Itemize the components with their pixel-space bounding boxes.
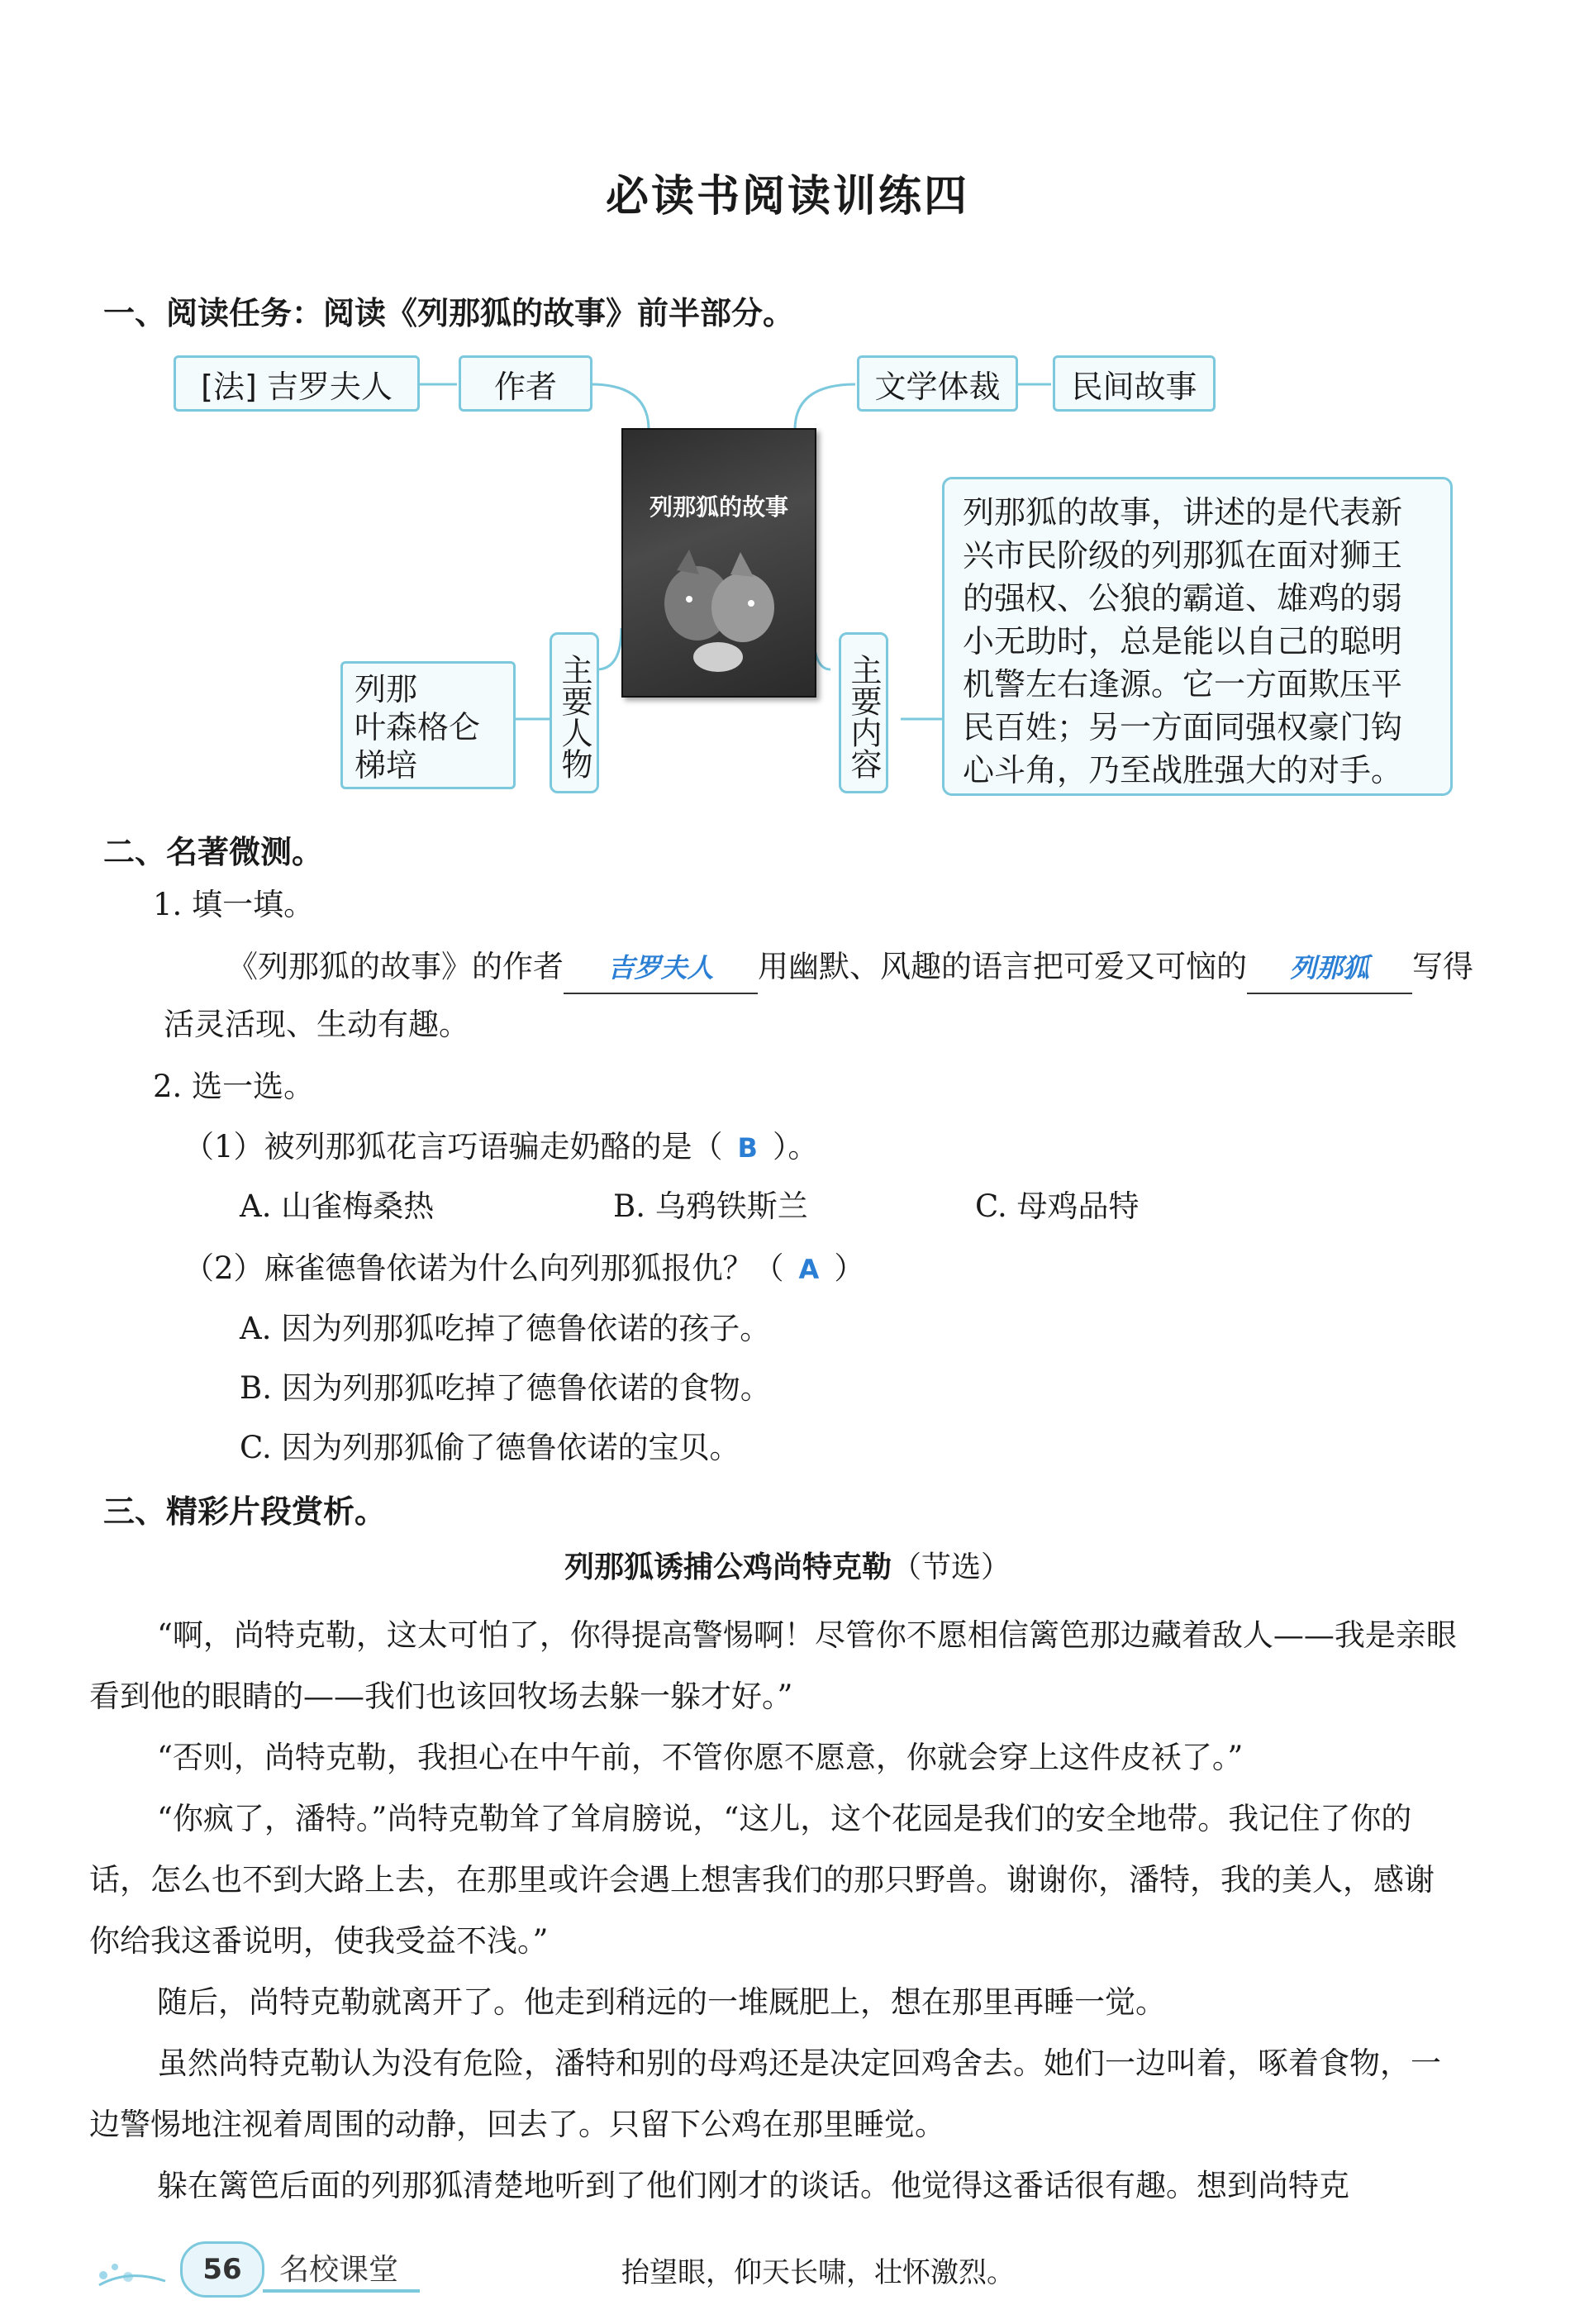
author-label: 作者 <box>493 368 557 405</box>
genre-value: 民间故事 <box>1071 368 1197 405</box>
q2-1-answer: B <box>737 1132 758 1164</box>
characters-label: 主要人物 <box>556 653 592 779</box>
q2-1-option-b: B. 乌鸦铁斯兰 <box>613 1188 808 1224</box>
question-1-label: 1. 填一填。 <box>153 887 315 922</box>
passage-paragraph: 随后，尚特克勒就离开了。他走到稍远的一堆厩肥上，想在那里再睡一觉。 <box>157 1984 1166 2020</box>
q2-2-option-b: B. 因为列那狐吃掉了德鲁依诺的食物。 <box>240 1370 771 1406</box>
page-title: 必读书阅读训练四 <box>605 171 969 221</box>
genre-label: 文学体裁 <box>874 368 1001 405</box>
characters-label-box <box>550 632 599 793</box>
author-value-box <box>174 355 420 412</box>
q2-2-stem-b: ） <box>834 1250 865 1286</box>
q1-text-a: 《列那狐的故事》的作者 <box>227 949 564 984</box>
question-2-1-stem <box>183 1122 818 1173</box>
q2-1-option-a: A. 山雀梅桑热 <box>240 1188 435 1224</box>
q1-blank-2[interactable] <box>1247 942 1412 994</box>
page-number: 56 <box>180 2241 264 2298</box>
section-1-heading: 一、阅读任务：阅读《列那狐的故事》前半部分。 <box>103 295 795 331</box>
q2-1-option-c: C. 母鸡品特 <box>975 1188 1140 1224</box>
content-label: 主要内容 <box>845 653 882 779</box>
author-label-box <box>459 355 592 412</box>
q2-2-stem-a: （2）麻雀德鲁依诺为什么向列那狐报仇？（ <box>183 1250 784 1286</box>
q1-answer-2: 列那狐 <box>1289 952 1369 983</box>
passage-paragraph: 虽然尚特克勒认为没有危险，潘特和别的母鸡还是决定回鸡舍去。她们一边叫着，啄着食物，一边警惕地注视着周围的动静，回去了。只留下公鸡在那里睡觉。 <box>89 2045 1441 2142</box>
q2-1-stem-a: （1）被列那狐花言巧语骗走奶酪的是（ <box>183 1129 723 1164</box>
characters-box <box>340 661 516 789</box>
content-summary: 列那狐的故事，讲述的是代表新兴市民阶级的列那狐在面对狮王的强权、公狼的霸道、雄鸡的弱小无助时，总是能以自己的聪明机警左右逢源。它一方面欺压平民百姓；另一方面同强权豪门钩心斗角，乃至战胜强大的对手。 <box>963 494 1403 788</box>
q1-text-d: 活灵活现、生动有趣。 <box>164 1007 469 1042</box>
q1-answer-1: 吉罗夫人 <box>607 952 714 983</box>
q2-2-option-c: C. 因为列那狐偷了德鲁依诺的宝贝。 <box>240 1430 740 1465</box>
passage-paragraph: “啊，尚特克勒，这太可怕了，你得提高警惕啊！尽管你不愿相信篱笆那边藏着敌人——我是亲眼看到他的眼睛的——我们也该回牧场去躲一躲才好。” <box>89 1617 1457 1714</box>
genre-label-box <box>857 355 1018 412</box>
content-summary-box <box>942 477 1453 796</box>
character-item: 列那 <box>354 671 418 707</box>
q2-1-stem-b: ）。 <box>772 1129 819 1164</box>
passage-paragraph: “否则，尚特克勒，我担心在中午前，不管你愿不愿意，你就会穿上这件皮袄了。” <box>157 1740 1244 1775</box>
passage-paragraph: “你疯了，潘特。”尚特克勒耸了耸肩膀说，“这儿，这个花园是我们的安全地带。我记住了你的话，怎么也不到大路上去，在那里或许会遇上想害我们的那只野兽。谢谢你，潘特，我的美人，感谢你给我这番说明，使我受益不浅。” <box>89 1801 1435 1959</box>
character-item: 梯培 <box>354 747 418 783</box>
character-item: 叶森格仑 <box>354 709 481 745</box>
question-2-2-stem <box>183 1244 864 1294</box>
section-2-heading: 二、名著微测。 <box>103 834 324 870</box>
passage-note: （节选） <box>892 1550 1011 1584</box>
q1-blank-1[interactable] <box>564 942 758 994</box>
fox-illustration-icon <box>640 545 797 678</box>
passage-paragraph: 躲在篱笆后面的列那狐清楚地听到了他们刚才的谈话。他觉得这番话很有趣。想到尚特克 <box>157 2168 1349 2203</box>
q1-text-b: 用幽默、风趣的语言把可爱又可恼的 <box>758 949 1247 984</box>
passage-title-line <box>0 1544 1575 1586</box>
q2-2-option-a: A. 因为列那狐吃掉了德鲁依诺的孩子。 <box>240 1311 771 1346</box>
book-cover-image <box>621 428 816 698</box>
content-label-box <box>839 632 888 793</box>
water-splash-icon <box>95 2244 169 2293</box>
question-2-label: 2. 选一选。 <box>153 1069 315 1104</box>
brand-underline <box>263 2289 420 2293</box>
question-1-line <box>227 942 1549 994</box>
q1-text-c: 写得 <box>1412 949 1473 984</box>
q2-2-answer: A <box>798 1254 820 1285</box>
passage-title: 列那狐诱捕公鸡尚特克勒 <box>564 1550 892 1584</box>
genre-value-box <box>1053 355 1216 412</box>
section-3-heading: 三、精彩片段赏析。 <box>103 1493 387 1530</box>
author-value: [法] 吉罗夫人 <box>201 368 393 405</box>
footer-motto: 抬望眼，仰天长啸，壮怀激烈。 <box>621 2256 1015 2289</box>
brand-name: 名校课堂 <box>279 2253 399 2287</box>
book-cover-title: 列那狐的故事 <box>649 493 788 521</box>
